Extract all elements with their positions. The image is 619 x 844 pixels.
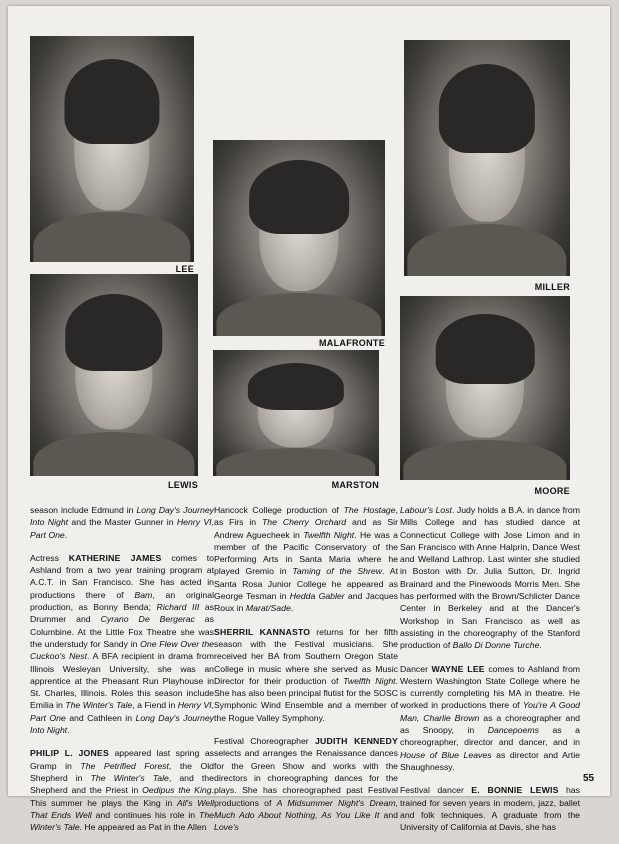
caption-moore: MOORE: [534, 486, 570, 496]
paragraph-katherine-james: Actress KATHERINE JAMES comes to Ashland from a two year training program at A.C.T. in San Francisco. She has acted in productions there of Bam, an original production, as Bonny Benda; Richard III as Drummer and Cyrano De Bergerac as Columbine. At the Little Fox Theatre she was the understudy for Sandy in One Flew Over the Cuckoo's Nest. A BFA recipient in drama from Illinois Wesleyan University, she was an apprentice at the Pheasant Run Playhouse in St. Charles, Illinois. Roles this season include Emilia in The Winter's Tale, a Fiend in Henry VI, Part One and Cathleen in Long Day's Journey Into Night.: [30, 552, 215, 736]
paragraph-judith-kennedy: Festival Choreographer JUDITH KENNEDY selects and arranges the Renaissance dances for the Green Show and works with the directors in choreographing dances for the plays. She has choreographed past Festival productions of A Midsummer Night's Dream, Much Ado About Nothing, As You Like It and Love's: [214, 736, 398, 833]
paragraph: season include Edmund in Long Day's Journey Into Night and the Master Gunner in Henry VI, Part One.: [30, 505, 215, 540]
photo-marston: [213, 350, 379, 476]
paragraph-wayne-lee: Dancer WAYNE LEE comes to Ashland from Western Washington State College where he is currently completing his MA in theatre. He worked in productions there of You're A Good Man, Charlie Brown as a choreographer and as Snoopy, in Dancepoems as a choreographer, director and dancer, and in House of Blue Leaves as director and Artie Shaughnessy.: [400, 663, 581, 772]
photo-malafronte: [213, 140, 385, 336]
caption-lewis: LEWIS: [168, 480, 198, 490]
caption-malafronte: MALAFRONTE: [319, 338, 385, 348]
text-column-1: [30, 504, 214, 844]
photo-moore: [400, 296, 570, 480]
paragraph-philip-jones: PHILIP L. JONES appeared last spring as Gramp in The Petrified Forest, the Old Shepherd in The Winter's Tale, and the Shepherd and the Priest in Oedipus the King. This summer he plays the King in All's Well That Ends Well and continues his role in The Winter's Tale. He appeared as Pat in the Allen: [30, 748, 214, 833]
caption-marston: MARSTON: [331, 480, 379, 490]
photo-lee: [30, 36, 194, 262]
page-number: 55: [583, 773, 595, 784]
caption-lee: LEE: [175, 264, 194, 274]
paragraph: Hancock College production of The Hostage, as Firs in The Cherry Orchard and as Sir Andrew Aguecheek in Twelfth Night. He was a member of the Pacific Conservatory of the Performing Arts in Santa Maria where he played Gremio in Taming of the Shrew. At Santa Rosa Junior College he appeared as George Tesman in Hedda Gabler and Jacques Roux in Marat/Sade.: [214, 505, 399, 614]
photo-lewis: [30, 274, 198, 476]
paragraph-sherril-kannasto: SHERRIL KANNASTO returns for her fifth season with the Festival musicians. She received her BA from Southern Oregon State College in music where she served as Music Director for their production of Twelfth Night. She has also been principal flutist for the SOSC Symphonic Wind Ensemble and a member of the Rogue Valley Symphony.: [214, 626, 398, 723]
text-column-2: [214, 504, 398, 844]
photo-miller: [404, 40, 570, 276]
text-column-3: [400, 504, 580, 844]
paragraph: Labour's Lost. Judy holds a B.A. in dance from Mills College and has studied dance at Connecticut College with Jose Limon and in San Francisco with Anne Halprin, Dance West and Welland Lathrop. Last winter she studied in Boston with Dr. Julia Sutton, Dr. Ingrid Brainard and the Pinewoods Morris Men. She has performed with the Brown/Schlicter Dance Center in Berkeley and at the Dancer's Workshop in San Francisco as well as assisting in the choreography of the Stanford production of Ballo Di Donne Turche.: [400, 505, 580, 651]
paragraph-bonnie-lewis: Festival dancer E. BONNIE LEWIS has trained for seven years in modern, jazz, ballet and folk techniques. A graduate from the University of California at Davis, she has: [400, 785, 580, 833]
magazine-page: [8, 6, 610, 833]
caption-miller: MILLER: [534, 282, 570, 292]
